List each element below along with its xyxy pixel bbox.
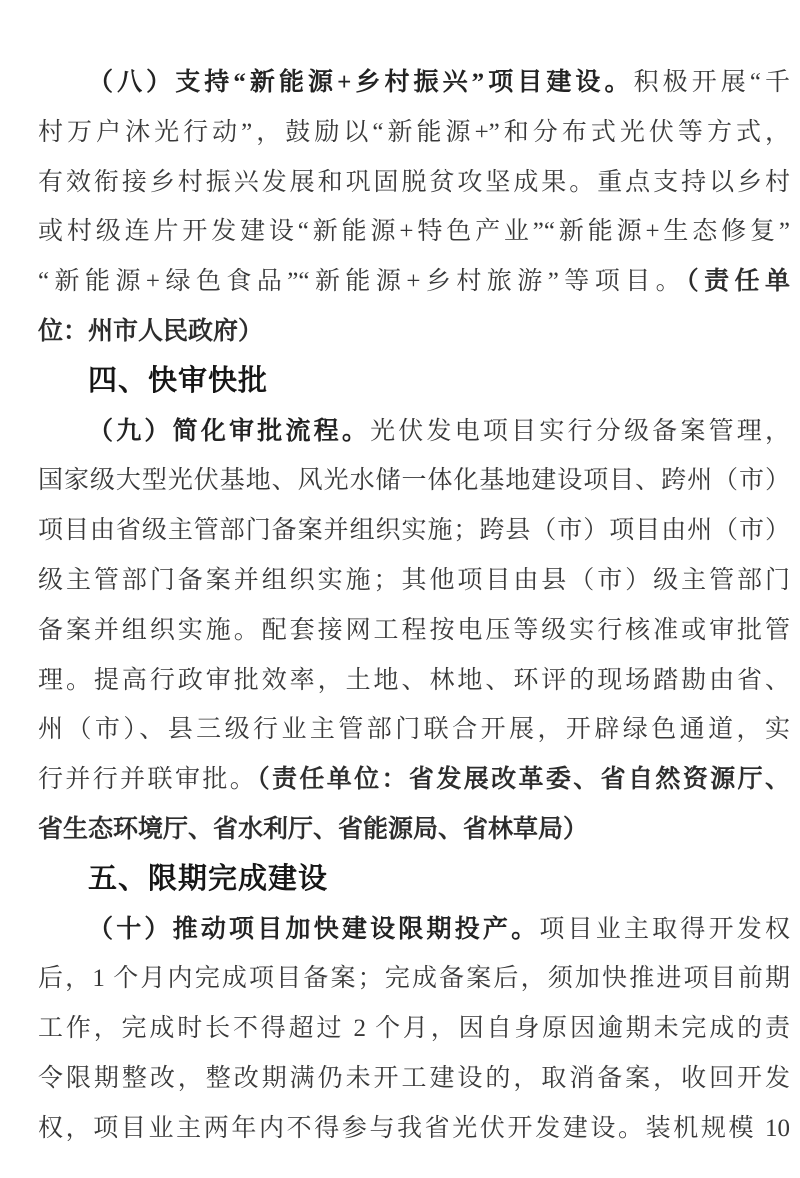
text-line <box>38 1104 790 1154</box>
body-text: 有效衔接乡村振兴发展和巩固脱贫攻坚成果。重点支持以乡村 <box>38 168 790 196</box>
section-heading-label: 五、限期完成建设 <box>88 862 329 895</box>
text-line <box>38 456 790 506</box>
section-heading <box>38 357 790 407</box>
responsible-unit-text: （责任单位：省发展改革委、省自然资源厅、 <box>257 766 790 794</box>
body-text: 后，1 个月内完成项目备案；完成备案后，须加快推进项目前期 <box>38 965 790 993</box>
text-line <box>38 556 790 606</box>
body-text: 令限期整改，整改期满仍未开工建设的，取消备案，收回开发 <box>38 1064 790 1092</box>
text-line <box>38 805 790 855</box>
body-text: 级主管部门备案并组织实施；其他项目由县（市）级主管部门 <box>38 566 790 594</box>
body-text: 备案并组织实施。配套接网工程按电压等级实行核准或审批管 <box>38 616 790 644</box>
text-line <box>38 407 790 457</box>
responsible-unit-text: （责任单 <box>686 268 790 296</box>
text-line <box>38 257 790 307</box>
text-line <box>38 58 790 108</box>
body-text: 项目业主取得开发权 <box>539 915 790 943</box>
section-heading-label: 四、快审快批 <box>88 364 269 397</box>
item-lead-text: （九）简化审批流程。 <box>88 417 371 445</box>
text-line <box>38 755 790 805</box>
body-text: 州（市）、县三级行业主管部门联合开展，开辟绿色通道，实 <box>38 716 790 744</box>
text-line <box>38 207 790 257</box>
body-text: 或村级连片开发建设“新能源+特色产业”“新能源+生态修复” <box>38 218 790 246</box>
body-text: 村万户沐光行动”，鼓励以“新能源+”和分布式光伏等方式， <box>38 118 790 146</box>
text-line <box>38 506 790 556</box>
responsible-unit-text: 位：州市人民政府） <box>38 317 264 345</box>
text-line <box>38 705 790 755</box>
text-line <box>38 905 790 955</box>
body-text: 权，项目业主两年内不得参与我省光伏开发建设。装机规模 10 <box>38 1114 790 1142</box>
text-line <box>38 307 790 357</box>
body-text: 行并行并联审批。 <box>38 766 258 794</box>
body-text: “新能源+绿色食品”“新能源+乡村旅游”等项目。 <box>38 268 687 296</box>
body-text: 工作，完成时长不得超过 2 个月，因自身原因逾期未完成的责 <box>38 1015 790 1043</box>
body-text: 积极开展“千 <box>633 69 790 96</box>
text-line <box>38 606 790 656</box>
text-line <box>38 1004 790 1054</box>
text-line <box>38 954 790 1004</box>
body-text: 国家级大型光伏基地、风光水储一体化基地建设项目、跨州（市） <box>38 467 790 495</box>
text-line <box>38 108 790 158</box>
item-lead-text: （八）支持“新能源+乡村振兴”项目建设。 <box>88 69 634 96</box>
section-heading <box>38 855 790 905</box>
text-line <box>38 158 790 208</box>
body-text: 理。提高行政审批效率，土地、林地、环评的现场踏勘由省、 <box>38 666 790 694</box>
item-lead-text: （十）推动项目加快建设限期投产。 <box>88 915 540 943</box>
document-text-block <box>38 58 790 1154</box>
text-line <box>38 1054 790 1104</box>
text-line <box>38 656 790 706</box>
responsible-unit-text: 省生态环境厅、省水利厅、省能源局、省林草局） <box>38 815 589 843</box>
body-text: 项目由省级主管部门备案并组织实施；跨县（市）项目由州（市） <box>38 517 790 545</box>
body-text: 光伏发电项目实行分级备案管理， <box>370 417 790 445</box>
